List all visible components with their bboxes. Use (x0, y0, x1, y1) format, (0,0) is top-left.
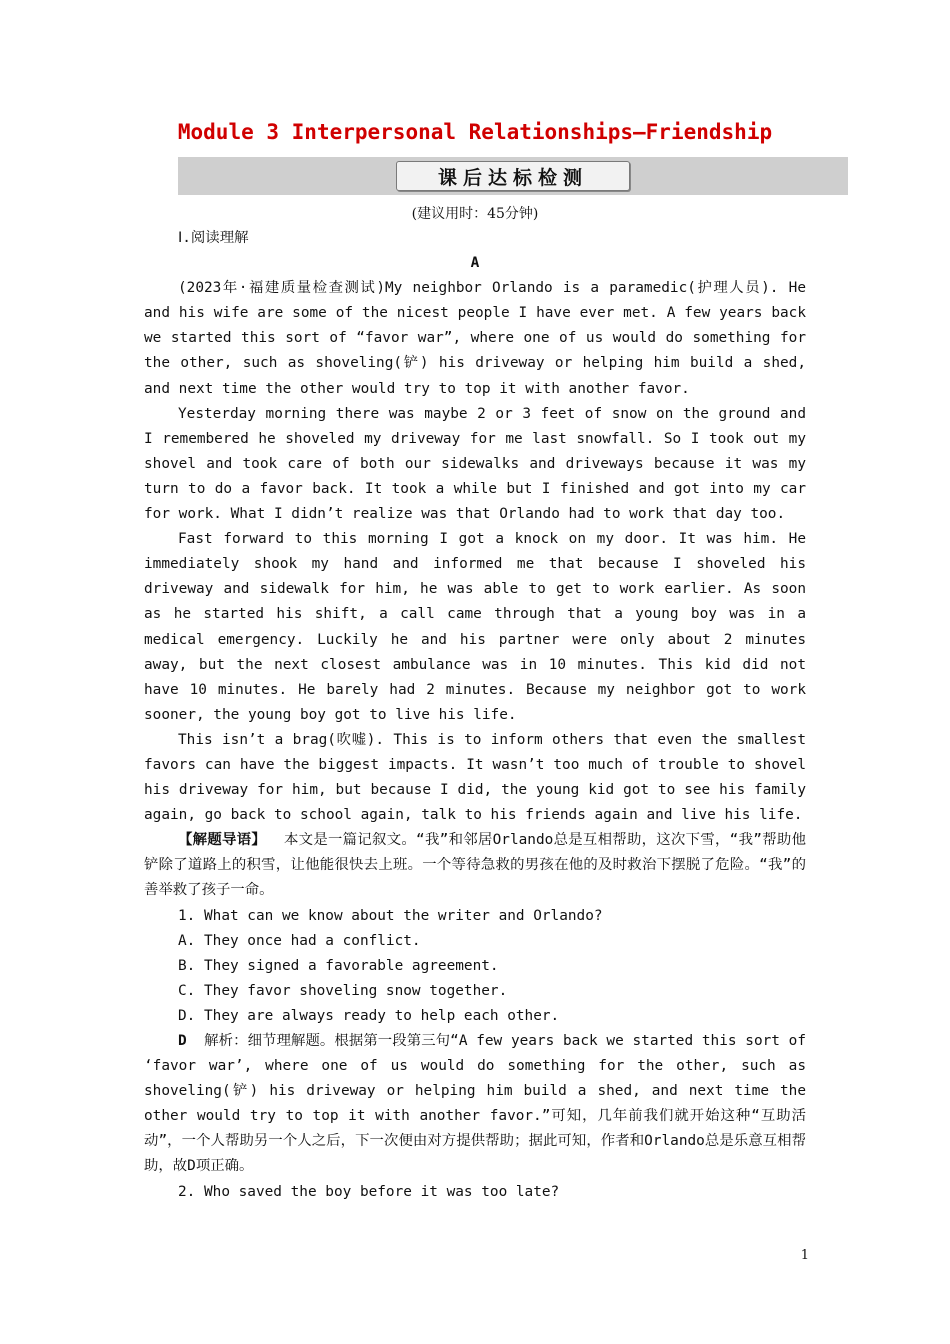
question-1-analysis (144, 1029, 806, 1180)
question-1-option-a: A. They once had a conflict. (178, 932, 421, 949)
question-1-option-d: D. They are always ready to help each other. (178, 1007, 560, 1024)
section-banner (178, 157, 848, 195)
paragraph-1: (2023年·福建质量检查测试)My neighbor Orlando is a paramedic(护理人员). He and his wife are some of the nicest people I have ever met. A few years back we started this sort of “favor war”, where one of us would do something for the other, such as shoveling(铲) his driveway or helping him build a shed, and next time the other would try to top it with another favor. (144, 280, 806, 397)
passage-label: A (470, 255, 480, 272)
guide-paragraph (144, 828, 806, 903)
guide-tag: 【解题导语】 (178, 832, 267, 849)
document-body (144, 226, 806, 1205)
section-heading: Ⅰ.阅读理解 (178, 230, 249, 246)
question-1-stem: 1. What can we know about the writer and Orlando? (178, 907, 603, 924)
question-1-option-c: C. They favor shoveling snow together. (178, 982, 508, 999)
paragraph-3: Fast forward to this morning I got a knock on my door. It was him. He immediately shook my hand and informed me that because I shoveled his driveway and sidewalk for him, he was able to get to work earlier. As soon as he started his shift, a call came through that a young boy was in a medical emergency. Luckily he and his partner were only about 2 minutes away, but the next closest ambulance was in 10 minutes. This kid did not have 10 minutes. He barely had 2 minutes. Because my neighbor got to work sooner, the young boy got to live his life. (144, 531, 806, 723)
page-number: 1 (800, 1248, 809, 1263)
guide-text: 本文是一篇记叙文。“我”和邻居Orlando总是互相帮助，这次下雪，“我”帮助他铲除了道路上的积雪，让他能很快去上班。一个等待急救的男孩在他的及时救治下摆脱了危险。“我”的善举救了孩子一命。 (144, 832, 806, 899)
question-1-option-b: B. They signed a favorable agreement. (178, 957, 499, 974)
module-title: Module 3 Interpersonal Relationships—Friendship (177, 120, 773, 144)
paragraph-2: Yesterday morning there was maybe 2 or 3 feet of snow on the ground and I remembered he shoveled my driveway for me last snowfall. So I took out my shovel and took care of both our sidewalks and driveways because it was my turn to do a favor back. It took a while but I finished and got into my car for work. What I didn’t realize was that Orlando had to work that day too. (144, 405, 806, 523)
question-1-analysis-text: 解析：细节理解题。根据第一段第三句“A few years back we started this sort of ‘favor war’, where one of us would do something for the other, such as shoveling(铲) his driveway or helping him build a shed, and next time the other would try to top it with another favor.”可知，几年前我们就开始这种“互助活动”，一个人帮助另一个人之后，下一次便由对方提供帮助；据此可知，作者和Orlando总是乐意互相帮助，故D项正确。 (144, 1033, 807, 1175)
paragraph-4: This isn’t a brag(吹嘘). This is to inform others that even the smallest favors can have the biggest impacts. It wasn’t too much of trouble to shovel his driveway for him, but because I did, the young kid got to see his family again, go back to school again, talk to his friends again and live his life. (144, 731, 806, 824)
question-1-answer: D (178, 1033, 187, 1049)
banner-label: 课后达标检测 (396, 161, 630, 191)
suggested-time: (建议用时：45分钟) (411, 206, 539, 222)
question-2-stem: 2. Who saved the boy before it was too late? (178, 1183, 560, 1200)
